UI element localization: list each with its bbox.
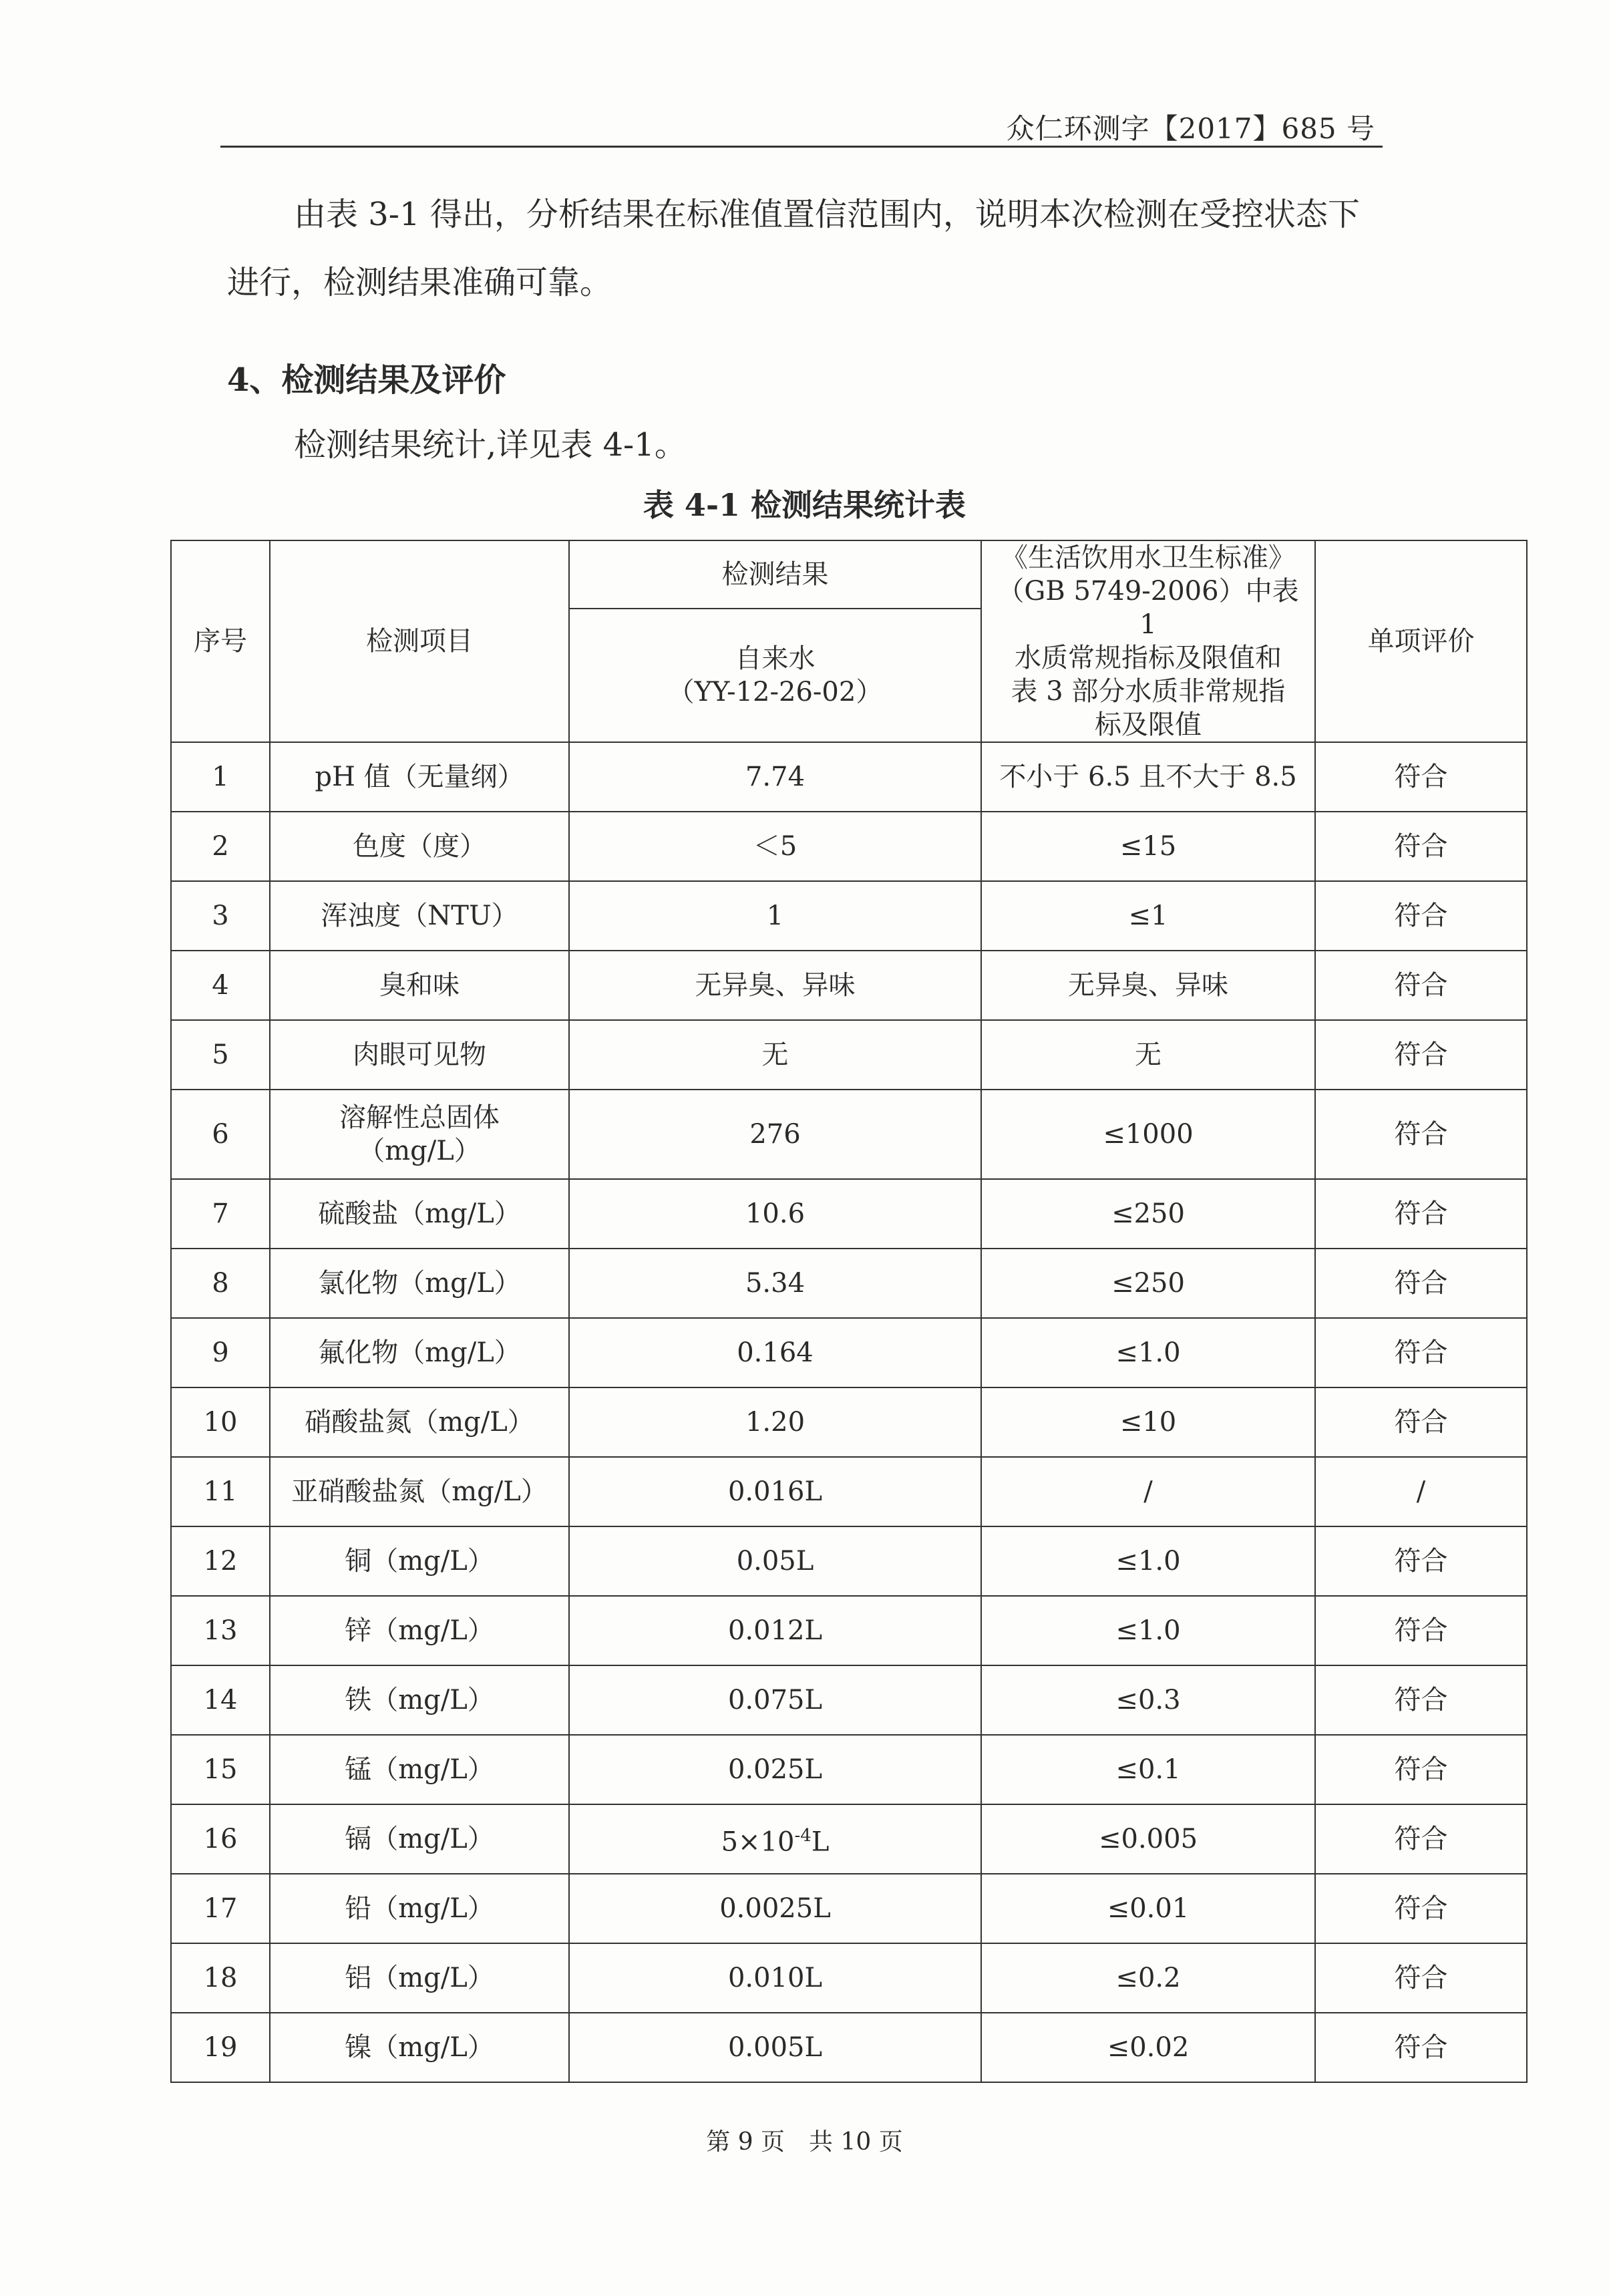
cell-no: 17 [171, 1874, 270, 1943]
cell-evaluation: 符合 [1315, 1020, 1527, 1090]
cell-evaluation: 符合 [1315, 1874, 1527, 1943]
cell-evaluation: 符合 [1315, 1943, 1527, 2013]
header-standard [981, 540, 1315, 742]
header-report-number: 众仁环测字【2017】685 号 [1006, 112, 1375, 145]
cell-result: 1 [569, 881, 981, 951]
cell-item: 肉眼可见物 [270, 1020, 569, 1090]
table-row [171, 1943, 1527, 2013]
cell-evaluation: 符合 [1315, 1804, 1527, 1874]
table-row [171, 1874, 1527, 1943]
table-row [171, 1020, 1527, 1090]
cell-limit: ≤0.1 [981, 1735, 1315, 1804]
table-row [171, 812, 1527, 881]
cell-no: 7 [171, 1179, 270, 1249]
cell-no: 5 [171, 1020, 270, 1090]
table-row [171, 742, 1527, 812]
intro-line-1: 由表 3-1 得出，分析结果在标准值置信范围内，说明本次检测在受控状态下 [294, 196, 1360, 233]
cell-result: 0.016L [569, 1457, 981, 1526]
header-standard-line: （GB 5749-2006）中表 1 [997, 576, 1299, 640]
cell-limit: ≤1.0 [981, 1526, 1315, 1596]
cell-limit: 无 [981, 1020, 1315, 1090]
cell-limit: ≤250 [981, 1249, 1315, 1318]
table-row [171, 1179, 1527, 1249]
cell-no: 16 [171, 1804, 270, 1874]
cell-evaluation: 符合 [1315, 1665, 1527, 1735]
cell-limit: ≤1.0 [981, 1596, 1315, 1665]
cell-result: 0.025L [569, 1735, 981, 1804]
cell-limit: 无异臭、异味 [981, 951, 1315, 1020]
cell-no: 13 [171, 1596, 270, 1665]
cell-no: 1 [171, 742, 270, 812]
cell-limit: ≤10 [981, 1387, 1315, 1457]
cell-result: 7.74 [569, 742, 981, 812]
cell-no: 2 [171, 812, 270, 881]
cell-limit: ≤0.3 [981, 1665, 1315, 1735]
cell-item-line: （mg/L） [358, 1136, 481, 1166]
cell-evaluation: / [1315, 1457, 1527, 1526]
cell-item: 硝酸盐氮（mg/L） [270, 1387, 569, 1457]
cell-item-line: 溶解性总固体 [339, 1102, 500, 1133]
cell-result: 无异臭、异味 [569, 951, 981, 1020]
cell-item [270, 1090, 569, 1179]
cell-no: 11 [171, 1457, 270, 1526]
cell-item: 镉（mg/L） [270, 1804, 569, 1874]
cell-result: 0.0025L [569, 1874, 981, 1943]
results-table [170, 540, 1528, 2083]
cell-limit: ≤0.02 [981, 2013, 1315, 2082]
cell-no: 15 [171, 1735, 270, 1804]
cell-evaluation: 符合 [1315, 812, 1527, 881]
table-row [171, 1665, 1527, 1735]
table-caption: 表 4-1 检测结果统计表 [643, 487, 966, 523]
intro-paragraph [227, 180, 1383, 317]
header-evaluation: 单项评价 [1315, 540, 1527, 742]
header-item: 检测项目 [270, 540, 569, 742]
cell-evaluation: 符合 [1315, 1596, 1527, 1665]
cell-no: 9 [171, 1318, 270, 1387]
cell-result: 10.6 [569, 1179, 981, 1249]
cell-result [569, 1804, 981, 1874]
section-heading: 4、检测结果及评价 [227, 361, 506, 399]
cell-item: 氯化物（mg/L） [270, 1249, 569, 1318]
result-base: 5×10 [721, 1826, 795, 1858]
cell-item: 臭和味 [270, 951, 569, 1020]
header-result-group: 检测结果 [569, 540, 981, 609]
cell-result: 无 [569, 1020, 981, 1090]
cell-no: 18 [171, 1943, 270, 2013]
cell-limit: ≤1000 [981, 1090, 1315, 1179]
cell-evaluation: 符合 [1315, 951, 1527, 1020]
cell-no: 4 [171, 951, 270, 1020]
cell-item: 铁（mg/L） [270, 1665, 569, 1735]
cell-item: pH 值（无量纲） [270, 742, 569, 812]
header-standard-line: 水质常规指标及限值和 [1015, 643, 1282, 673]
cell-item: 亚硝酸盐氮（mg/L） [270, 1457, 569, 1526]
cell-evaluation: 符合 [1315, 1090, 1527, 1179]
cell-limit: ≤0.01 [981, 1874, 1315, 1943]
section-text: 检测结果统计,详见表 4-1。 [294, 426, 687, 464]
cell-evaluation: 符合 [1315, 1387, 1527, 1457]
cell-no: 14 [171, 1665, 270, 1735]
table-row [171, 1457, 1527, 1526]
cell-item: 铅（mg/L） [270, 1874, 569, 1943]
cell-item: 锌（mg/L） [270, 1596, 569, 1665]
cell-result: 0.010L [569, 1943, 981, 2013]
cell-limit: ≤1.0 [981, 1318, 1315, 1387]
cell-no: 10 [171, 1387, 270, 1457]
section-paragraph [227, 411, 1383, 479]
table-row [171, 951, 1527, 1020]
cell-limit: ≤0.005 [981, 1804, 1315, 1874]
table-row [171, 1735, 1527, 1804]
header-standard-line: 表 3 部分水质非常规指 [1011, 676, 1286, 707]
cell-result: 1.20 [569, 1387, 981, 1457]
cell-item: 铝（mg/L） [270, 1943, 569, 2013]
cell-limit: 不小于 6.5 且不大于 8.5 [981, 742, 1315, 812]
cell-limit: / [981, 1457, 1315, 1526]
cell-evaluation: 符合 [1315, 881, 1527, 951]
cell-evaluation: 符合 [1315, 1318, 1527, 1387]
header-sample-name: 自来水 [735, 643, 816, 674]
result-suffix: L [811, 1826, 830, 1858]
cell-no: 8 [171, 1249, 270, 1318]
cell-evaluation: 符合 [1315, 742, 1527, 812]
intro-line-2: 进行，检测结果准确可靠。 [227, 264, 612, 301]
cell-no: 19 [171, 2013, 270, 2082]
table-row [171, 1804, 1527, 1874]
cell-no: 12 [171, 1526, 270, 1596]
page-footer: 第 9 页 共 10 页 [706, 2128, 903, 2156]
header-sample-code: （YY-12-26-02） [667, 676, 883, 707]
result-exponent: -4 [794, 1826, 812, 1846]
table-row [171, 1526, 1527, 1596]
header-no: 序号 [171, 540, 270, 742]
cell-evaluation: 符合 [1315, 1249, 1527, 1318]
header-rule [220, 146, 1383, 148]
table-row [171, 1090, 1527, 1179]
table-row [171, 1387, 1527, 1457]
cell-limit: ≤250 [981, 1179, 1315, 1249]
cell-result: 0.075L [569, 1665, 981, 1735]
header-standard-line: 标及限值 [1095, 709, 1202, 740]
cell-no: 3 [171, 881, 270, 951]
cell-evaluation: 符合 [1315, 1179, 1527, 1249]
cell-evaluation: 符合 [1315, 1526, 1527, 1596]
cell-result: 0.164 [569, 1318, 981, 1387]
header-standard-line: 《生活饮用水卫生标准》 [1001, 542, 1295, 573]
table-row [171, 1596, 1527, 1665]
cell-item: 铜（mg/L） [270, 1526, 569, 1596]
cell-no: 6 [171, 1090, 270, 1179]
cell-result: 276 [569, 1090, 981, 1179]
cell-evaluation: 符合 [1315, 1735, 1527, 1804]
header-sample [569, 609, 981, 742]
cell-item: 色度（度） [270, 812, 569, 881]
table-row [171, 1249, 1527, 1318]
table-row [171, 1318, 1527, 1387]
cell-item: 硫酸盐（mg/L） [270, 1179, 569, 1249]
cell-item: 浑浊度（NTU） [270, 881, 569, 951]
cell-result: 0.012L [569, 1596, 981, 1665]
cell-item: 镍（mg/L） [270, 2013, 569, 2082]
table-row [171, 2013, 1527, 2082]
table-row [171, 881, 1527, 951]
cell-item: 氟化物（mg/L） [270, 1318, 569, 1387]
cell-limit: ≤0.2 [981, 1943, 1315, 2013]
cell-result: ＜5 [569, 812, 981, 881]
cell-result: 0.005L [569, 2013, 981, 2082]
cell-evaluation: 符合 [1315, 2013, 1527, 2082]
cell-result: 5.34 [569, 1249, 981, 1318]
results-body [171, 742, 1527, 2082]
cell-item: 锰（mg/L） [270, 1735, 569, 1804]
cell-limit: ≤1 [981, 881, 1315, 951]
cell-result: 0.05L [569, 1526, 981, 1596]
cell-limit: ≤15 [981, 812, 1315, 881]
